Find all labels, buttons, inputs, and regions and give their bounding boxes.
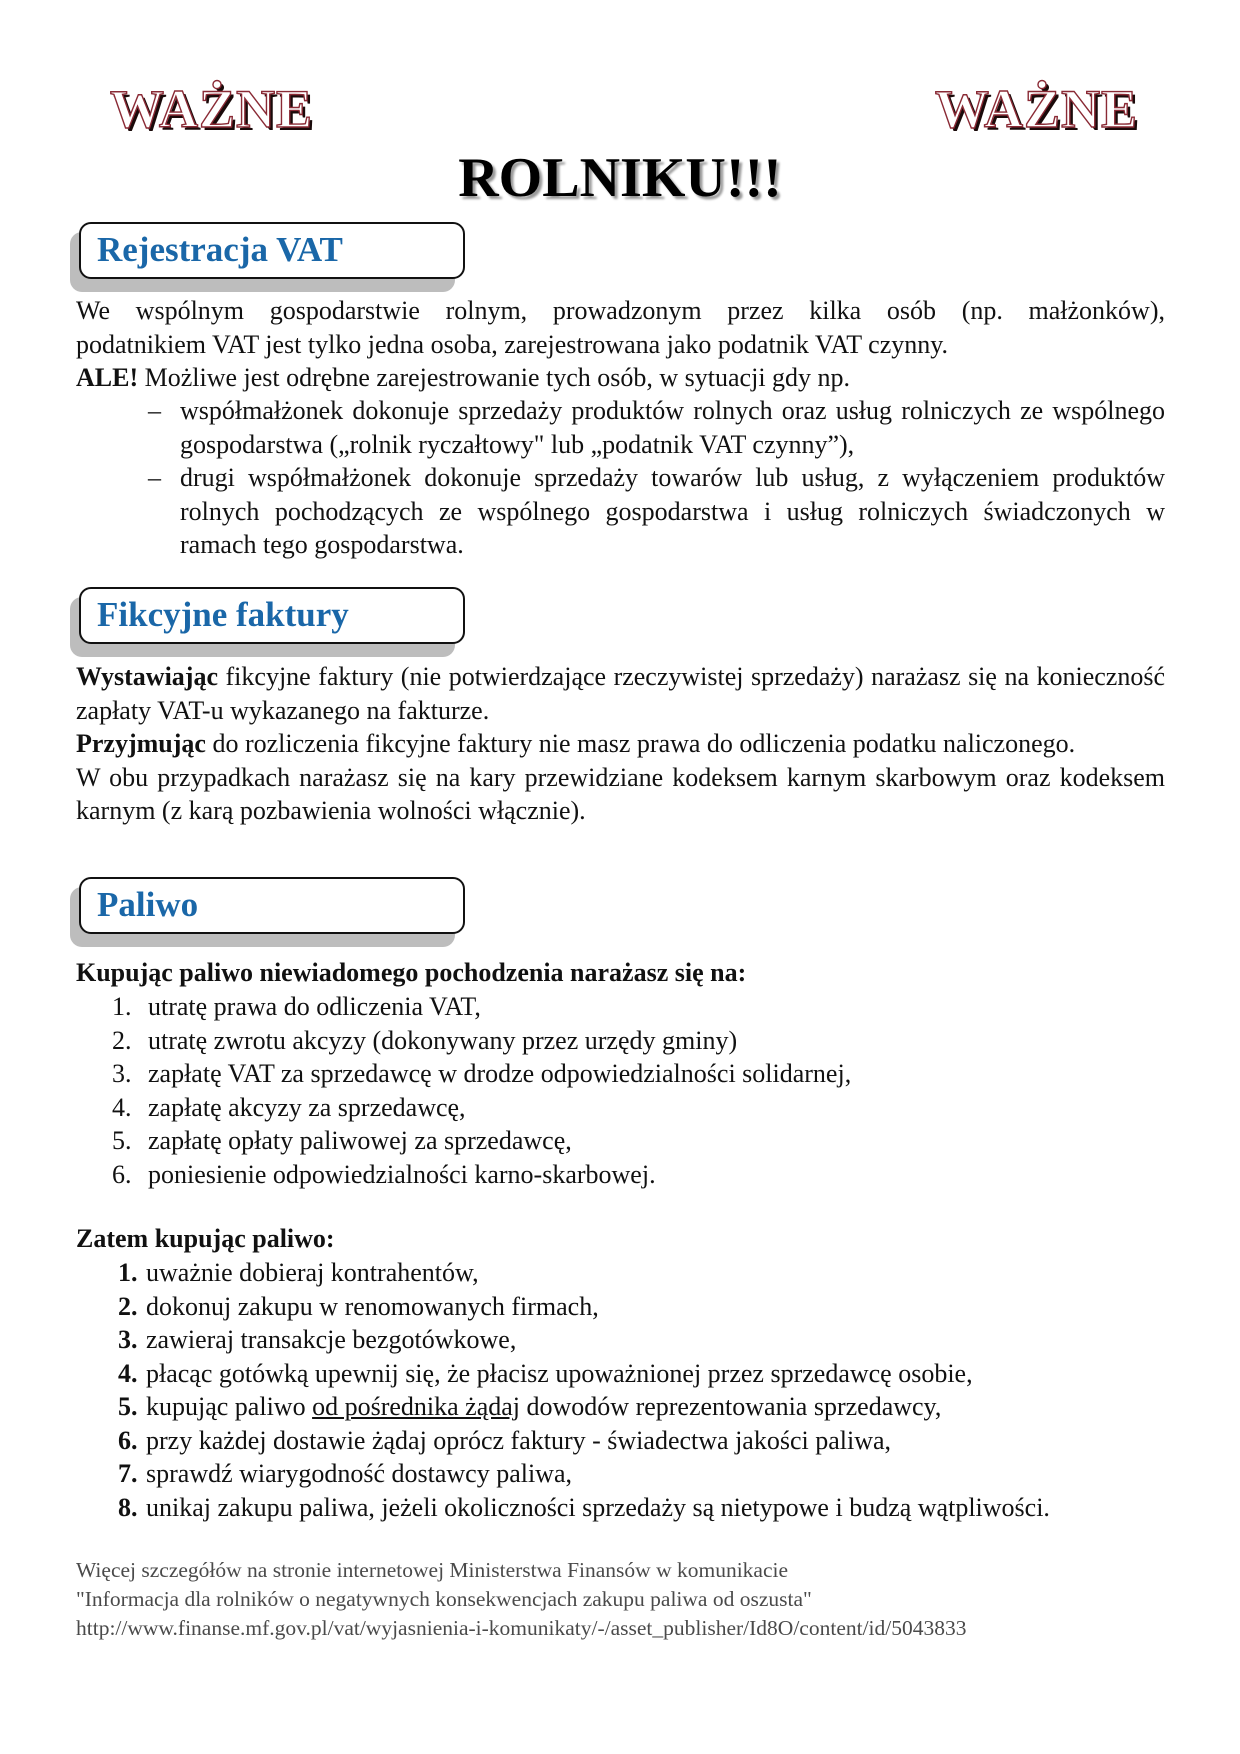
footer-line-1: Więcej szczegółów na stronie internetowej Ministerstwa Finansów w komunikacie xyxy=(76,1558,789,1582)
dash-bullet-icon: – xyxy=(148,396,161,425)
faktury-p1-text: fikcyjne faktury (nie potwierdzające rzeczywistej sprzedaży) narażasz się na konieczność zapłaty VAT-u wykazanego na fakturze. xyxy=(76,662,1165,725)
list-item-text: współmałżonek dokonuje sprzedaży produktów rolnych oraz usług rolniczych ze wspólnego gospodarstwa („rolnik ryczałtowy" lub „podatnik VAT czynny”), xyxy=(180,396,1165,459)
wazne-badge-right: WAŻNE xyxy=(935,79,1139,139)
list-item xyxy=(112,1158,851,1192)
faktury-body xyxy=(76,660,1165,828)
list-item-text: dokonuj zakupu w renomowanych firmach, xyxy=(146,1291,599,1321)
section-header-vat xyxy=(70,222,470,294)
list-item xyxy=(118,1290,1050,1324)
list-item xyxy=(112,1024,851,1058)
faktury-paragraph-1 xyxy=(76,660,1165,727)
ale-emphasis: ALE! xyxy=(76,363,139,392)
section-heading-paliwo: Paliwo xyxy=(97,885,199,924)
list-item xyxy=(118,1457,1050,1491)
list-item-text: sprawdź wiarygodność dostawcy paliwa, xyxy=(146,1459,572,1488)
list-number: 6. xyxy=(118,1425,138,1455)
list-number: 4. xyxy=(118,1358,138,1388)
list-item-text: zapłatę VAT za sprzedawcę w drodze odpowiedzialności solidarnej, xyxy=(148,1059,852,1088)
faktury-p2-emphasis: Przyjmując xyxy=(76,729,206,758)
list-number: 3. xyxy=(112,1059,132,1088)
list-item xyxy=(148,461,1165,562)
section-heading-vat: Rejestracja VAT xyxy=(97,230,343,269)
section-heading-faktury: Fikcyjne faktury xyxy=(97,595,349,634)
list-item xyxy=(112,1091,851,1125)
list-item xyxy=(148,394,1165,461)
wazne-badge-left: WAŻNE xyxy=(110,79,314,139)
list-number: 1. xyxy=(112,992,132,1021)
faktury-paragraph-3: W obu przypadkach narażasz się na kary przewidziane kodeksem karnym skarbowym oraz kodeksem karnym (z karą pozbawienia wolności włącznie). xyxy=(76,762,1165,825)
list-item-text: utratę prawa do odliczenia VAT, xyxy=(148,992,481,1021)
list-item xyxy=(118,1323,1050,1357)
paliwo-advice-list xyxy=(118,1256,1050,1524)
list-item xyxy=(112,1057,851,1091)
ale-text: Możliwe jest odrębne zarejestrowanie tych osób, w sytuacji gdy np. xyxy=(138,363,851,392)
list-number: 8. xyxy=(118,1492,138,1522)
risks-intro-text: Kupując paliwo niewiadomego pochodzenia narażasz się na: xyxy=(76,958,747,987)
list-item-text: uważnie dobieraj kontrahentów, xyxy=(146,1258,479,1287)
list-item xyxy=(118,1491,1050,1525)
list-number: 7. xyxy=(118,1459,138,1488)
list-item-text: płacąc gotówką upewnij się, że płacisz upoważnionej przez sprzedawcę osobie, xyxy=(146,1358,973,1388)
footer-url[interactable]: http://www.finanse.mf.gov.pl/vat/wyjasnienia-i-komunikaty/-/asset_publisher/Id8O/content/id/5043833 xyxy=(76,1616,967,1640)
list-item-text: przy każdej dostawie żądaj oprócz faktury - świadectwa jakości paliwa, xyxy=(146,1425,892,1455)
list-item xyxy=(112,990,851,1024)
list-item-text: zawieraj transakcje bezgotówkowe, xyxy=(146,1325,517,1354)
list-item-text: drugi współmałżonek dokonuje sprzedaży towarów lub usług, z wyłączeniem produktów rolnych pochodzących ze wspólnego gospodarstwa i usług rolniczych świadczonych w ramach tego gospodarstwa. xyxy=(180,463,1165,559)
list-item-text: poniesienie odpowiedzialności karno-skarbowej. xyxy=(148,1159,656,1189)
footer-note xyxy=(76,1556,967,1643)
paliwo-risks-intro xyxy=(76,956,1165,990)
list-number: 2. xyxy=(118,1291,138,1321)
dash-bullet-icon: – xyxy=(148,463,161,492)
list-item xyxy=(118,1390,1050,1424)
list-item-text: zapłatę akcyzy za sprzedawcę, xyxy=(148,1092,466,1122)
paliwo-risks-list xyxy=(112,990,851,1191)
paliwo-advice-intro xyxy=(76,1222,1165,1256)
list-number: 6. xyxy=(112,1159,132,1189)
vat-line-1: We wspólnym gospodarstwie rolnym, prowadzonym przez kilka osób (np. małżonków), xyxy=(76,296,1165,325)
list-item xyxy=(118,1424,1050,1458)
list-item xyxy=(118,1256,1050,1290)
list-item xyxy=(118,1357,1050,1391)
list-item-text: zapłatę opłaty paliwowej za sprzedawcę, xyxy=(148,1126,572,1155)
list-number: 2. xyxy=(112,1025,132,1055)
list-item-text: utratę zwrotu akcyzy (dokonywany przez urzędy gminy) xyxy=(148,1025,738,1055)
list-number: 5. xyxy=(118,1392,138,1421)
list-item-text: unikaj zakupu paliwa, jeżeli okoliczności sprzedaży są nietypowe i budzą wątpliwości. xyxy=(146,1492,1050,1522)
footer-line-2: "Informacja dla rolników o negatywnych konsekwencjach zakupu paliwa od oszusta" xyxy=(76,1587,812,1611)
list-number: 3. xyxy=(118,1325,138,1354)
vat-ale-line xyxy=(76,361,1165,395)
section-header-faktury xyxy=(70,587,470,659)
advice-intro-text: Zatem kupując paliwo: xyxy=(76,1224,335,1253)
vat-conditions-list xyxy=(148,394,1165,562)
underlined-emphasis: od pośrednika żądaj xyxy=(312,1392,521,1421)
list-item-text-post: dowodów reprezentowania sprzedawcy, xyxy=(520,1392,942,1421)
list-number: 4. xyxy=(112,1092,132,1122)
faktury-p1-emphasis: Wystawiając xyxy=(76,662,219,691)
vat-intro xyxy=(76,294,1165,395)
vat-line-2: podatnikiem VAT jest tylko jedna osoba, zarejestrowana jako podatnik VAT czynny. xyxy=(76,329,949,359)
list-item xyxy=(112,1124,851,1158)
list-item-text-pre: kupując paliwo xyxy=(146,1392,313,1421)
faktury-paragraph-2 xyxy=(76,727,1165,761)
list-number: 5. xyxy=(112,1126,132,1155)
page-title: ROLNIKU!!! xyxy=(458,147,782,209)
list-number: 1. xyxy=(118,1258,138,1287)
section-header-paliwo xyxy=(70,877,470,949)
faktury-p2-text: do rozliczenia fikcyjne faktury nie masz prawa do odliczenia podatku naliczonego. xyxy=(205,729,1076,758)
